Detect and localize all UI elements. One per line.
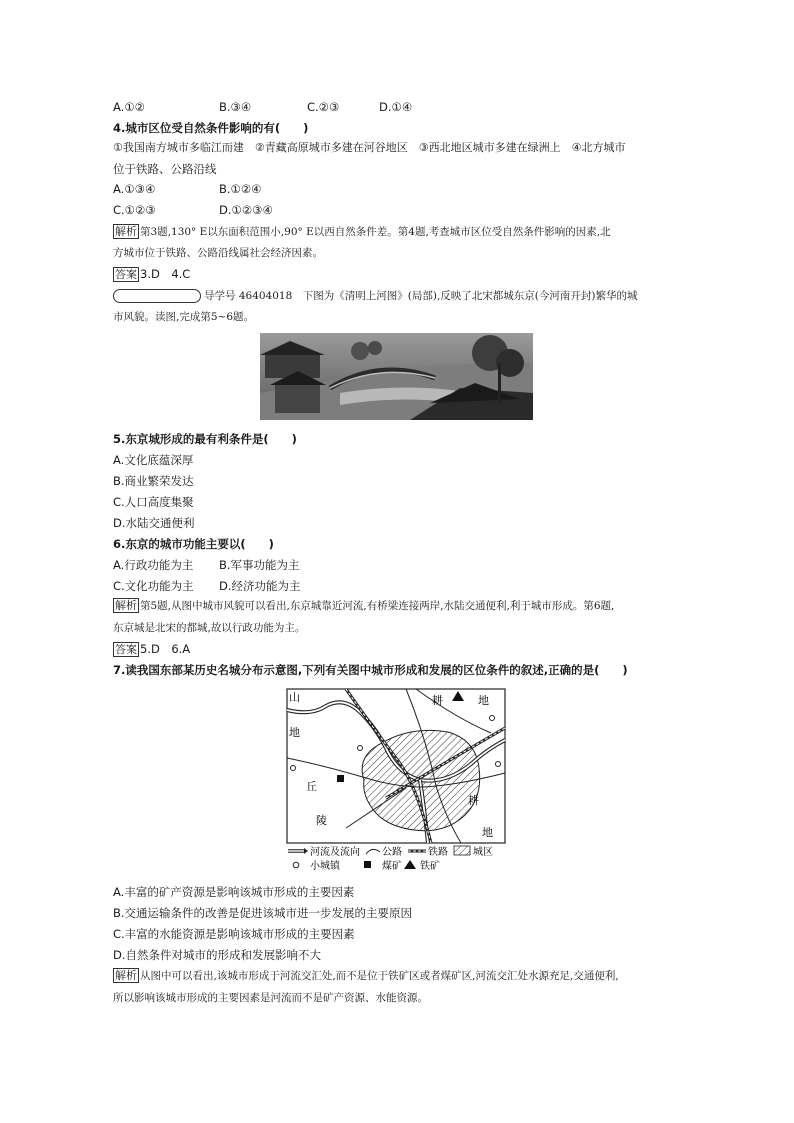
q4-option-a: A.①③④: [113, 182, 156, 196]
map-label-di-top: 地: [478, 694, 489, 707]
legend-rail: 铁路: [428, 847, 448, 858]
guide-line2: 市风貌。读图,完成第5~6题。: [113, 311, 254, 323]
q4-items-line1: ①我国南方城市多临江而建 ②青藏高原城市多建在河谷地区 ③西北地区城市多建在绿洲上 ④北方城市: [113, 141, 626, 154]
guide-pill-frame: [113, 289, 201, 303]
q6-option-b: B.军事功能为主: [219, 558, 300, 572]
q3-option-a: A.①②: [113, 100, 145, 114]
analysis-1-line1: [113, 224, 611, 240]
answer-1-text: 3.D 4.C: [140, 267, 191, 281]
q5-option-b: B.商业繁荣发达: [113, 474, 194, 488]
map-label-geng-right: 耕: [468, 794, 479, 807]
analysis-tag: 解析: [115, 969, 137, 982]
answer-1: [113, 266, 190, 282]
map-label-qiu: 丘: [306, 780, 317, 793]
answer-tag: 答案: [115, 643, 137, 656]
analysis-2-line2: 东京城是北宋的都城,故以行政功能为主。: [113, 622, 306, 634]
analysis-1-line2: 方城市位于铁路、公路沿线属社会经济因素。: [113, 247, 323, 259]
guide-line1: 导学号 46404018 下图为《清明上河图》(局部),反映了北宋都城东京(今河南开封)繁华的城: [204, 290, 638, 302]
q7-option-c: C.丰富的水能资源是影响该城市形成的主要因素: [113, 927, 355, 941]
qingming-painting-image: [260, 333, 533, 420]
analysis-tag: 解析: [115, 225, 137, 238]
q6-option-c: C.文化功能为主: [113, 579, 194, 593]
q6-stem: 6.东京的城市功能主要以( ): [113, 537, 274, 551]
map-label-geng-top: 耕: [432, 694, 443, 707]
map-label-di-left: 地: [289, 726, 300, 739]
city-distribution-map: [286, 688, 506, 870]
q6-option-d: D.经济功能为主: [219, 579, 301, 593]
answer-2: [113, 641, 190, 657]
legend-river: 河流及流向: [310, 847, 360, 858]
analysis-tag: 解析: [115, 599, 137, 612]
q7-option-b: B.交通运输条件的改善是促进该城市进一步发展的主要原因: [113, 906, 413, 920]
q4-stem: 4.城市区位受自然条件影响的有( ): [113, 121, 309, 135]
q7-stem: 7.读我国东部某历史名城分布示意图,下列有关图中城市形成和发展的区位条件的叙述,正确的是( ): [113, 663, 628, 677]
legend-iron: 铁矿: [420, 861, 440, 870]
q4-option-d: D.①②③④: [219, 203, 273, 217]
legend-town: 小城镇: [310, 861, 340, 870]
q5-stem: 5.东京城形成的最有利条件是( ): [113, 432, 297, 446]
legend-city: 城区: [473, 847, 493, 858]
q4-items-line2: 位于铁路、公路沿线: [113, 162, 217, 176]
answer-tag: 答案: [115, 268, 137, 281]
q3-option-c: C.②③: [307, 100, 340, 114]
q7-option-a: A.丰富的矿产资源是影响该城市形成的主要因素: [113, 885, 355, 899]
map-label-ling: 陵: [316, 814, 327, 827]
q6-option-a: A.行政功能为主: [113, 558, 194, 572]
q3-option-b: B.③④: [219, 100, 252, 114]
q5-option-d: D.水陆交通便利: [113, 516, 195, 530]
q3-option-d: D.①④: [379, 100, 413, 114]
map-label-shan: 山: [289, 691, 300, 704]
analysis-3-line1: [113, 968, 619, 984]
answer-2-text: 5.D 6.A: [140, 642, 191, 656]
map-label-di-right: 地: [482, 826, 493, 839]
analysis-3-text: 从图中可以看出,该城市形成于河流交汇处,而不是位于铁矿区或者煤矿区,河流交汇处水源充足,交通便利,: [140, 970, 619, 982]
analysis-3-line2: 所以影响该城市形成的主要因素是河流而不是矿产资源、水能资源。: [113, 992, 428, 1004]
analysis-2-line1: [113, 598, 614, 614]
legend-coal: 煤矿: [382, 861, 402, 870]
analysis-2-text: 第5题,从图中城市风貌可以看出,东京城靠近河流,有桥梁连接两岸,水陆交通便利,利于城市形成。第6题,: [140, 600, 615, 612]
analysis-1-text: 第3题,130° E以东面积范围小,90° E以西自然条件差。第4题,考查城市区位受自然条件影响的因素,北: [140, 226, 611, 238]
q4-option-b: B.①②④: [219, 182, 262, 196]
legend-road: 公路: [382, 847, 402, 858]
q5-option-a: A.文化底蕴深厚: [113, 453, 194, 467]
q7-option-d: D.自然条件对城市的形成和发展影响不大: [113, 948, 322, 962]
q5-option-c: C.人口高度集聚: [113, 495, 194, 509]
q4-option-c: C.①②③: [113, 203, 156, 217]
